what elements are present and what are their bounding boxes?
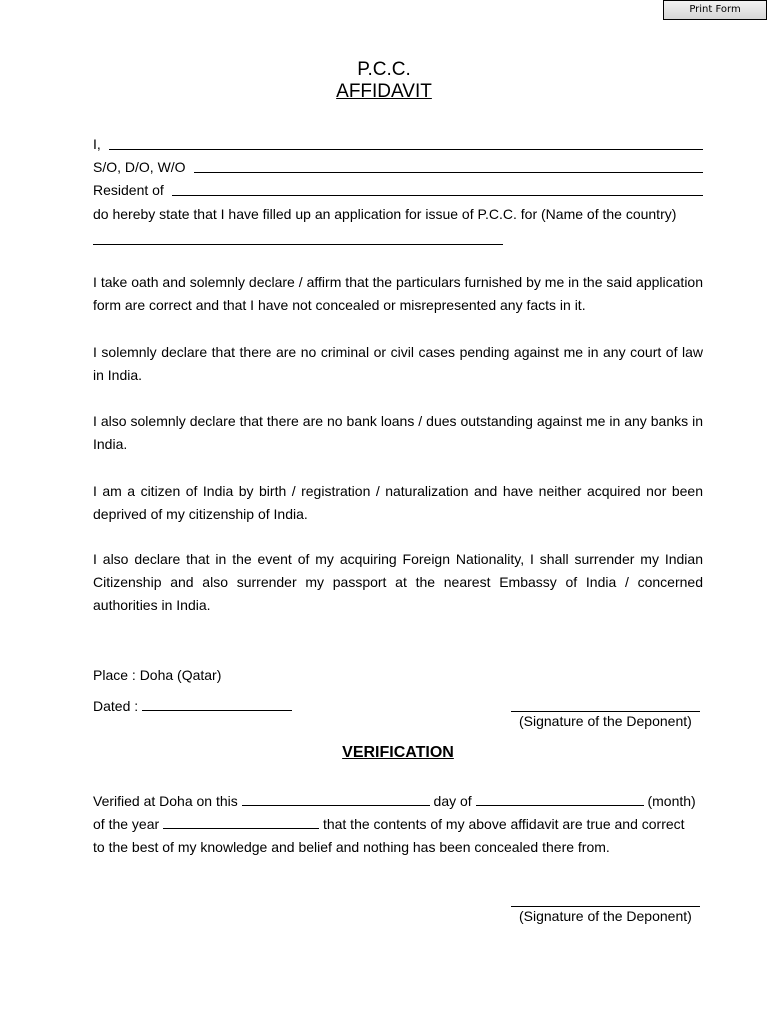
verification-line-1 (93, 790, 713, 813)
dated-label: Dated : (93, 698, 139, 714)
relation-label: S/O, D/O, W/O (93, 159, 186, 175)
verification-title: VERIFICATION (342, 744, 454, 761)
name-label: I, (93, 136, 101, 152)
verification-line-3: to the best of my knowledge and belief and nothing has been concealed there from. (93, 839, 610, 855)
of-the-year-text: of the year (93, 816, 160, 832)
resident-label: Resident of (93, 182, 164, 198)
dated-row (93, 695, 353, 718)
statement-text: do hereby state that I have filled up an application for issue of P.C.C. for (Name of the country) (93, 206, 677, 222)
document-title (0, 59, 768, 103)
bank-loans-paragraph: I also solemnly declare that there are no bank loans / dues outstanding against me in any banks in India. (93, 413, 703, 452)
oath-paragraph: I take oath and solemnly declare / affirm that the particulars furnished by me in the said application form are correct and that I have not concealed or misrepresented any facts in it. (93, 274, 703, 313)
resident-field[interactable] (172, 195, 703, 196)
verification-signature-label: (Signature of the Deponent) (519, 908, 692, 924)
resident-field-row (93, 179, 703, 202)
dated-field[interactable] (142, 698, 292, 711)
relation-field-row (93, 156, 703, 179)
title-pcc: P.C.C. (357, 59, 411, 80)
criminal-cases-paragraph: I solemnly declare that there are no criminal or civil cases pending against me in any court of law in India. (93, 344, 703, 383)
name-field-row (93, 133, 703, 156)
foreign-nationality-paragraph: I also declare that in the event of my acquiring Foreign Nationality, I shall surrender my Indian Citizenship and also surrender my passport at the nearest Embassy of India / concerned authorities in India. (93, 551, 703, 613)
day-of-text: day of (433, 793, 472, 809)
verification-year-field[interactable] (163, 816, 319, 829)
country-field[interactable] (93, 244, 503, 245)
verification-day-field[interactable] (242, 793, 430, 806)
print-form-button[interactable]: Print Form (663, 0, 767, 20)
contents-text: that the contents of my above affidavit are true and correct (322, 816, 685, 832)
verification-line-2 (93, 813, 713, 836)
relation-field[interactable] (194, 172, 703, 173)
verification-month-field[interactable] (476, 793, 644, 806)
citizenship-paragraph: I am a citizen of India by birth / registration / naturalization and have neither acquired nor been deprived of my citizenship of India. (93, 483, 703, 522)
month-text: (month) (647, 793, 696, 809)
signature-label: (Signature of the Deponent) (519, 713, 692, 729)
title-affidavit: AFFIDAVIT (336, 81, 432, 102)
name-field[interactable] (109, 149, 703, 150)
place-text: Place : Doha (Qatar) (93, 667, 222, 683)
verified-at-text: Verified at Doha on this (93, 793, 238, 809)
